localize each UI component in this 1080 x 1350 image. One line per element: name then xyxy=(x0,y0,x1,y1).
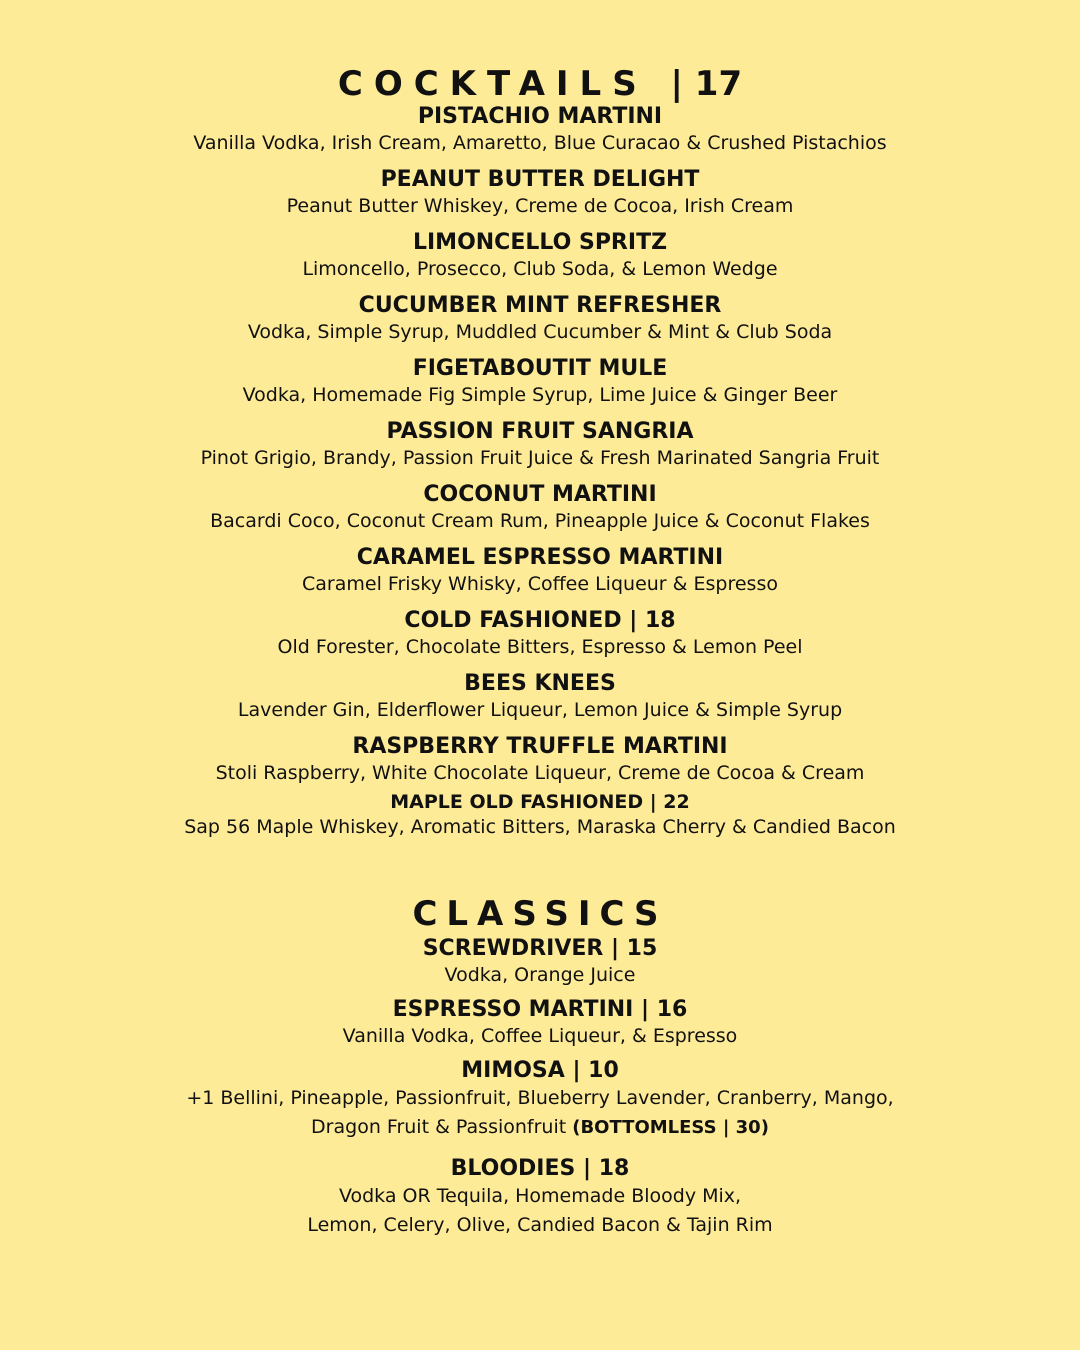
item-description: Bacardi Coco, Coconut Cream Rum, Pineapple Juice & Coconut Flakes xyxy=(210,510,870,532)
item-name: PISTACHIO MARTINI xyxy=(417,104,663,129)
item-name: BEES KNEES xyxy=(464,671,616,696)
menu-item-coconut-martini xyxy=(0,482,1080,545)
cocktails-title xyxy=(0,64,1080,104)
item-description: Vodka, Orange Juice xyxy=(444,964,636,986)
item-name: PASSION FRUIT SANGRIA xyxy=(386,419,694,444)
item-description: Limoncello, Prosecco, Club Soda, & Lemon Wedge xyxy=(302,258,778,280)
item-name: SCREWDRIVER | 15 xyxy=(422,936,658,961)
item-name: CUCUMBER MINT REFRESHER xyxy=(358,293,722,318)
menu-item-screwdriver xyxy=(0,936,1080,989)
item-name: MAPLE OLD FASHIONED | 22 xyxy=(390,791,690,813)
item-description: Vanilla Vodka, Coffee Liqueur, & Espresso xyxy=(342,1025,738,1047)
item-description-text: Dragon Fruit & Passionfruit xyxy=(311,1116,567,1138)
item-name: RASPBERRY TRUFFLE MARTINI xyxy=(352,734,728,759)
item-name: BLOODIES | 18 xyxy=(450,1156,630,1181)
item-description: Vanilla Vodka, Irish Cream, Amaretto, Blue Curacao & Crushed Pistachios xyxy=(193,132,887,154)
item-description: Lavender Gin, Elderflower Liqueur, Lemon Juice & Simple Syrup xyxy=(237,699,843,721)
item-description: Old Forester, Chocolate Bitters, Espresso & Lemon Peel xyxy=(277,636,803,658)
item-description-line1: Vodka OR Tequila, Homemade Bloody Mix, xyxy=(338,1185,742,1207)
classics-section xyxy=(0,894,1080,1248)
menu-item-espresso-martini xyxy=(0,997,1080,1050)
item-name: FIGETABOUTIT MULE xyxy=(412,356,668,381)
menu-item-mimosa xyxy=(0,1058,1080,1142)
menu-item-cold-fashioned xyxy=(0,608,1080,671)
item-description: Caramel Frisky Whisky, Coffee Liqueur & Espresso xyxy=(302,573,778,595)
menu-item-raspberry-truffle-martini xyxy=(0,734,1080,790)
menu-item-bloodies xyxy=(0,1156,1080,1240)
menu-item-peanut-butter-delight xyxy=(0,167,1080,230)
menu-item-caramel-espresso-martini xyxy=(0,545,1080,608)
menu-item-cucumber-mint-refresher xyxy=(0,293,1080,356)
item-description-line2 xyxy=(0,1113,1080,1142)
item-description: Sap 56 Maple Whiskey, Aromatic Bitters, Maraska Cherry & Candied Bacon xyxy=(184,816,896,838)
item-description-line2: Lemon, Celery, Olive, Candied Bacon & Tajin Rim xyxy=(307,1214,773,1236)
item-name: PEANUT BUTTER DELIGHT xyxy=(380,167,700,192)
item-description: Peanut Butter Whiskey, Creme de Cocoa, Irish Cream xyxy=(286,195,794,217)
item-name: COCONUT MARTINI xyxy=(423,482,657,507)
menu-item-maple-old-fashioned xyxy=(0,790,1080,853)
menu-item-pistachio-martini xyxy=(0,104,1080,167)
bottomless-price: (BOTTOMLESS | 30) xyxy=(572,1117,769,1138)
menu-item-limoncello-spritz xyxy=(0,230,1080,293)
cocktails-section xyxy=(0,64,1080,853)
menu-item-passion-fruit-sangria xyxy=(0,419,1080,482)
item-description: Pinot Grigio, Brandy, Passion Fruit Juice & Fresh Marinated Sangria Fruit xyxy=(200,447,880,469)
cocktails-title-price: | 17 xyxy=(670,64,743,104)
menu-item-bees-knees xyxy=(0,671,1080,734)
item-description: Vodka, Homemade Fig Simple Syrup, Lime Juice & Ginger Beer xyxy=(242,384,838,406)
item-description: Stoli Raspberry, White Chocolate Liqueur, Creme de Cocoa & Cream xyxy=(215,762,865,784)
item-name: ESPRESSO MARTINI | 16 xyxy=(392,997,688,1022)
item-description-line1: +1 Bellini, Pineapple, Passionfruit, Blueberry Lavender, Cranberry, Mango, xyxy=(186,1087,894,1109)
item-name: LIMONCELLO SPRITZ xyxy=(412,230,668,255)
classics-title: CLASSICS xyxy=(412,894,668,934)
item-description: Vodka, Simple Syrup, Muddled Cucumber & Mint & Club Soda xyxy=(247,321,833,343)
item-name: MIMOSA | 10 xyxy=(461,1058,619,1083)
item-name: COLD FASHIONED | 18 xyxy=(404,608,676,633)
item-name: CARAMEL ESPRESSO MARTINI xyxy=(356,545,724,570)
cocktails-title-text: COCKTAILS xyxy=(337,64,648,104)
menu-item-figetaboutit-mule xyxy=(0,356,1080,419)
